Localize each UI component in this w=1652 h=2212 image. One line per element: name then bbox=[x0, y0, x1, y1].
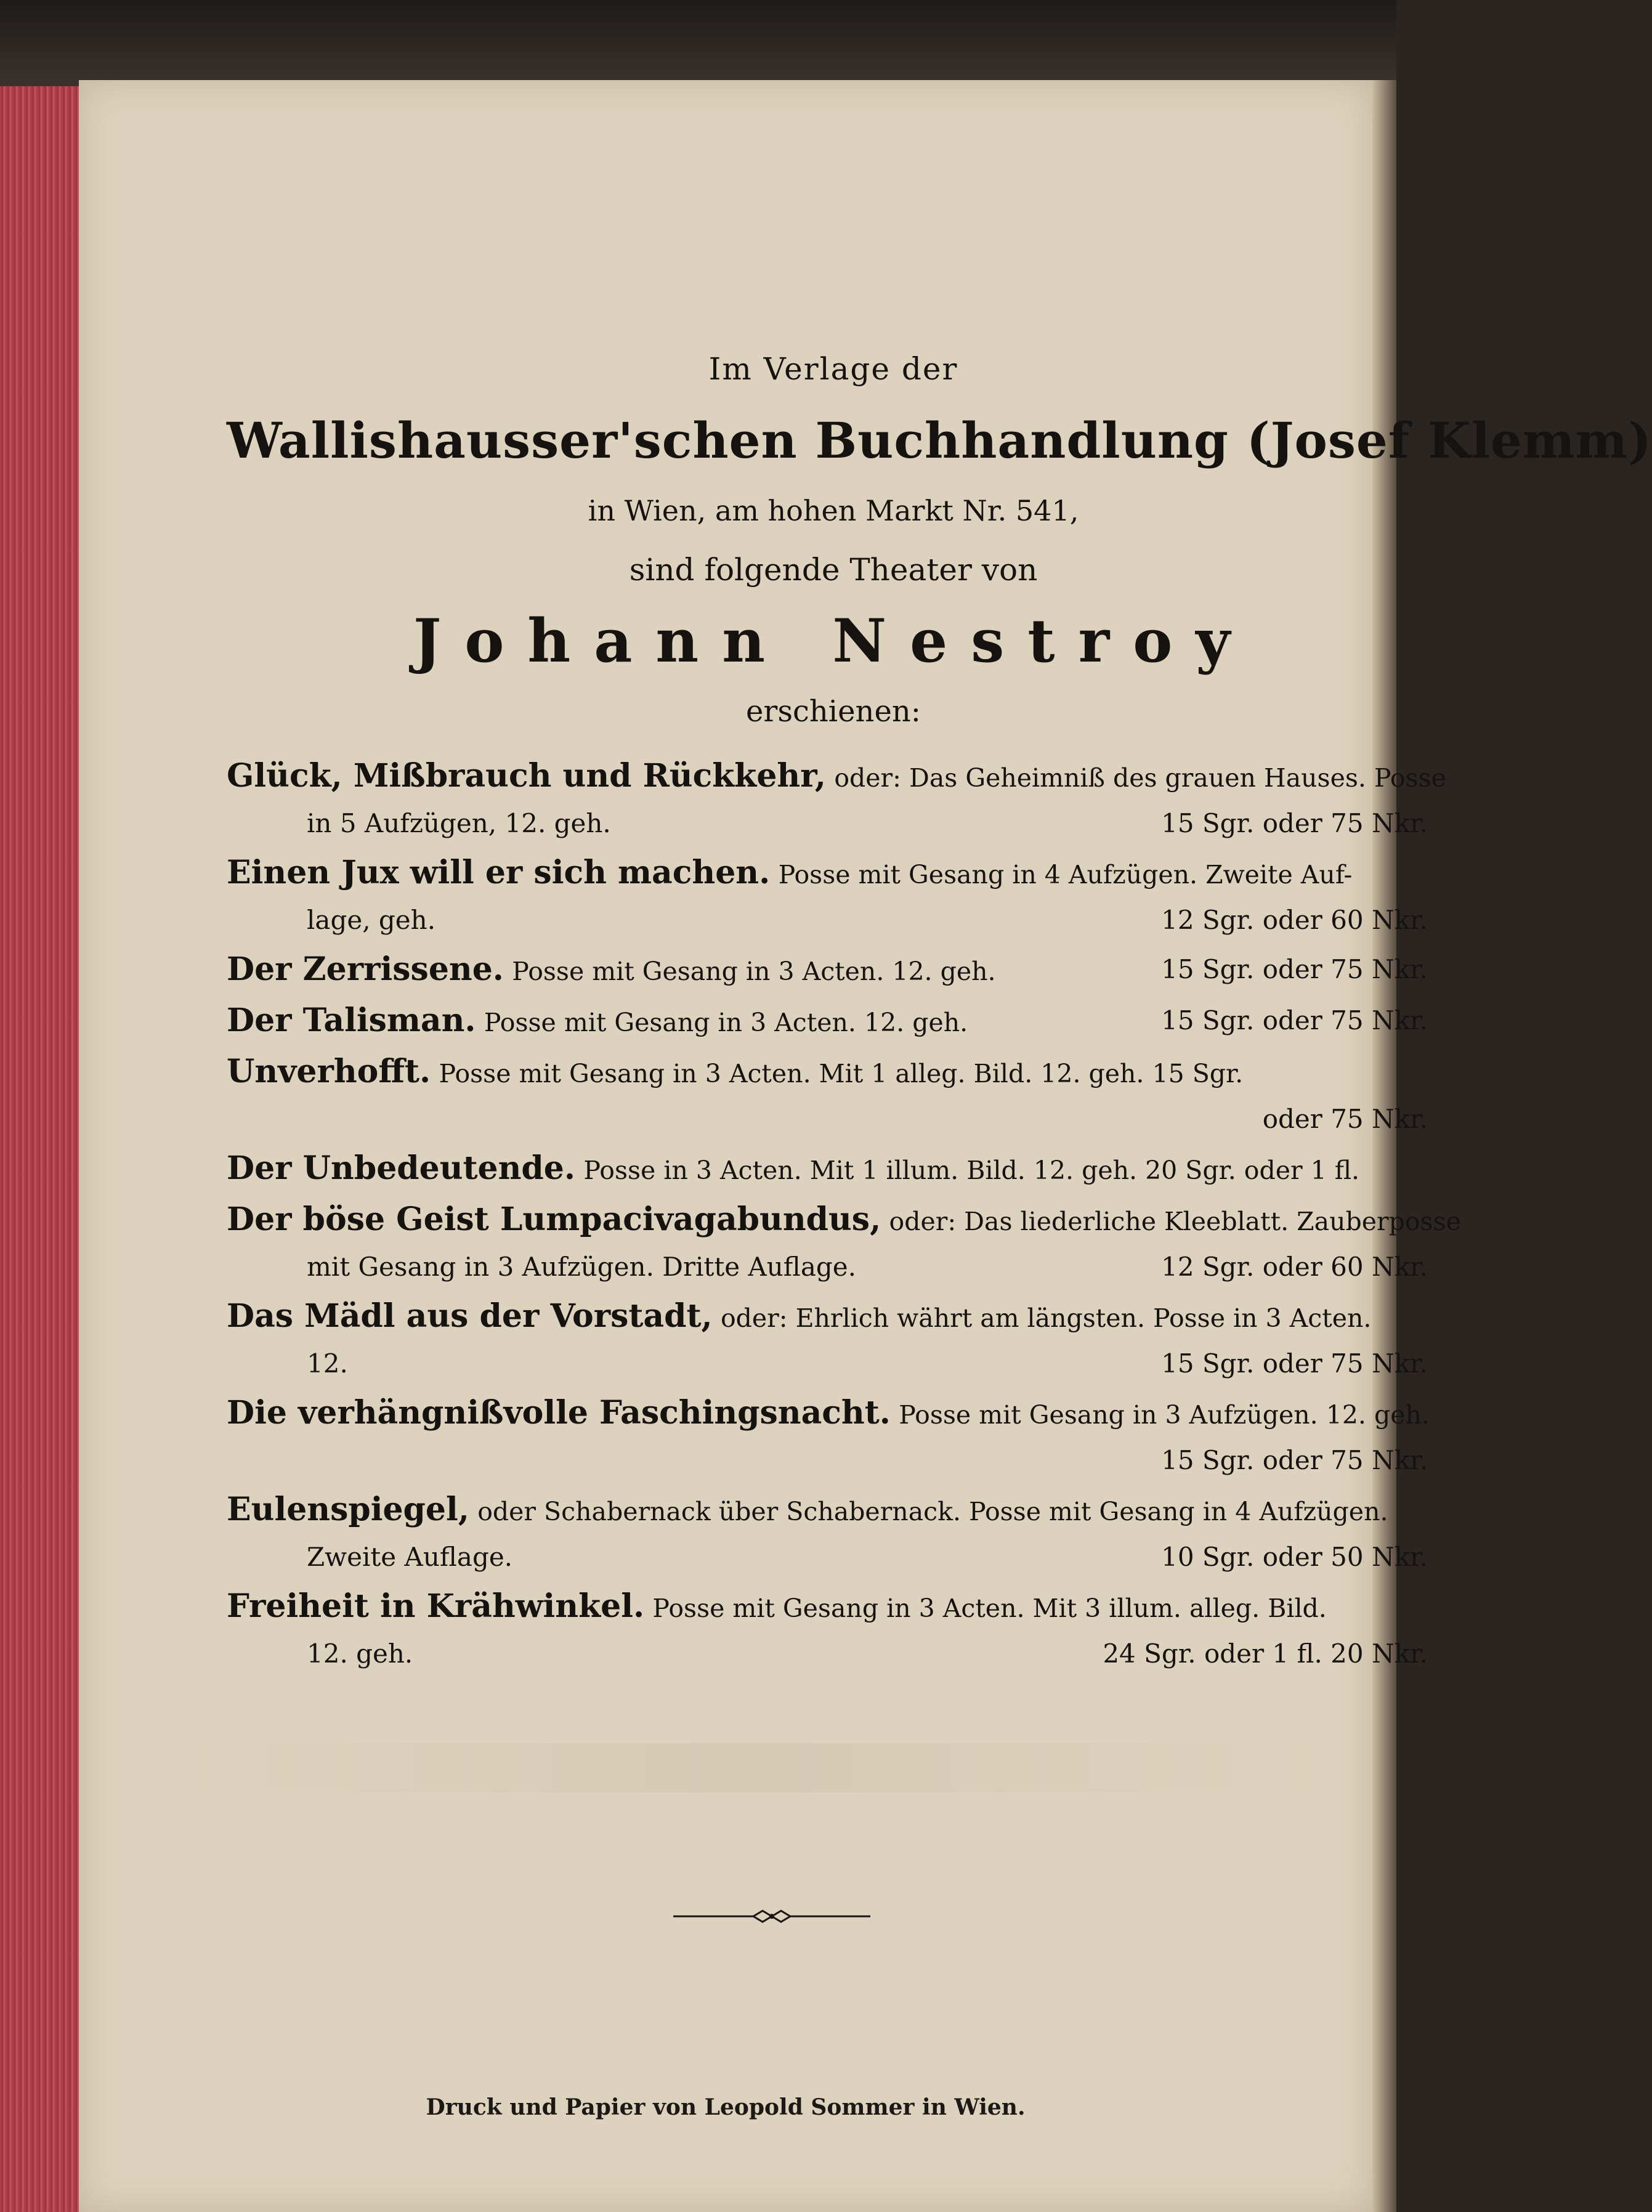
book-continuation: mit Gesang in 3 Aufzügen. Dritte Auflage. bbox=[307, 1252, 856, 1282]
book-detail: Posse in 3 Acten. Mit 1 illum. Bild. 12. geh. 20 Sgr. oder 1 fl. bbox=[583, 1156, 1360, 1185]
theater-line: sind folgende Theater von bbox=[629, 552, 1038, 588]
ornament-divider bbox=[673, 1907, 870, 1926]
book-detail: Posse mit Gesang in 3 Acten. 12. geh. bbox=[512, 957, 996, 986]
book-entry bbox=[227, 850, 1428, 943]
book-continuation: 12. geh. bbox=[307, 1639, 413, 1669]
publisher-intro: Im Verlage der bbox=[708, 351, 958, 387]
book-entry bbox=[227, 998, 1428, 1045]
book-title: Der Talisman. bbox=[227, 1002, 476, 1039]
book-continuation: 12. bbox=[307, 1348, 348, 1379]
book-title: Glück, Mißbrauch und Rückkehr, bbox=[227, 757, 826, 795]
book-entry bbox=[227, 1197, 1461, 1290]
book-detail: Posse mit Gesang in 3 Acten. 12. geh. bbox=[484, 1008, 968, 1037]
book-price: 15 Sgr. oder 75 Nkr. bbox=[1161, 1348, 1428, 1379]
book-price: 24 Sgr. oder 1 fl. 20 Nkr. bbox=[1103, 1639, 1428, 1669]
book-entry bbox=[227, 753, 1446, 846]
book-detail: oder: Das liederliche Kleeblatt. Zauberposse bbox=[889, 1207, 1461, 1236]
book-list bbox=[227, 753, 1461, 1677]
book-continuation: in 5 Aufzügen, 12. geh. bbox=[307, 808, 611, 838]
book-detail: Posse mit Gesang in 3 Acten. Mit 1 alleg. Bild. 12. geh. 15 Sgr. bbox=[439, 1059, 1244, 1088]
book-price: 12 Sgr. oder 60 Nkr. bbox=[1161, 1252, 1428, 1282]
book-detail: Posse mit Gesang in 4 Aufzügen. Zweite Auf- bbox=[778, 860, 1353, 889]
book-detail: Posse mit Gesang in 3 Aufzügen. 12. geh. bbox=[899, 1400, 1430, 1430]
book-detail: oder: Ehrlich währt am längsten. Posse in 3 Acten. bbox=[720, 1303, 1372, 1333]
book-page bbox=[79, 80, 1652, 2212]
book-price: 15 Sgr. oder 75 Nkr. bbox=[1161, 808, 1428, 838]
book-title: Der Zerrissene. bbox=[227, 950, 504, 988]
book-price: 15 Sgr. oder 75 Nkr. bbox=[1161, 954, 1428, 984]
book-entry bbox=[227, 1146, 1428, 1193]
published-word: erschienen: bbox=[746, 694, 921, 729]
book-title: Eulenspiegel, bbox=[227, 1491, 469, 1528]
book-entry bbox=[227, 947, 1428, 994]
red-page-edges bbox=[0, 86, 79, 2212]
book-entry bbox=[227, 1390, 1428, 1483]
book-title: Freiheit in Krähwinkel. bbox=[227, 1587, 645, 1625]
book-title: Der böse Geist Lumpacivagabundus, bbox=[227, 1201, 881, 1238]
book-cover-top bbox=[0, 0, 1396, 86]
book-title: Der Unbedeutende. bbox=[227, 1149, 575, 1187]
page-content bbox=[227, 351, 1652, 1680]
bleed-through-2 bbox=[165, 1743, 1335, 1793]
book-title: Das Mädl aus der Vorstadt, bbox=[227, 1297, 713, 1335]
book-entry bbox=[227, 1294, 1428, 1387]
publisher-name: Wallishausser'schen Buchhandlung (Josef Klemm) bbox=[227, 411, 1652, 469]
book-price: 12 Sgr. oder 60 Nkr. bbox=[1161, 905, 1428, 935]
book-price: 15 Sgr. oder 75 Nkr. bbox=[1161, 1005, 1428, 1035]
book-price: 15 Sgr. oder 75 Nkr. bbox=[1161, 1445, 1428, 1475]
book-entry bbox=[227, 1584, 1428, 1677]
book-continuation: lage, geh. bbox=[307, 905, 436, 935]
book-detail: oder: Das Geheimniß des grauen Hauses. Posse bbox=[834, 763, 1446, 793]
book-detail: Posse mit Gesang in 3 Acten. Mit 3 illum. alleg. Bild. bbox=[652, 1594, 1327, 1623]
book-price: oder 75 Nkr. bbox=[1262, 1104, 1428, 1134]
book-detail: oder Schabernack über Schabernack. Posse mit Gesang in 4 Aufzügen. bbox=[477, 1497, 1388, 1526]
printer-imprint: Druck und Papier von Leopold Sommer in Wien. bbox=[426, 2094, 1026, 2120]
book-title: Einen Jux will er sich machen. bbox=[227, 854, 771, 891]
author-name: Johann Nestroy bbox=[413, 606, 1254, 676]
book-title: Unverhofft. bbox=[227, 1053, 431, 1090]
book-entry bbox=[227, 1049, 1428, 1142]
book-entry bbox=[227, 1487, 1428, 1580]
publisher-address: in Wien, am hohen Markt Nr. 541, bbox=[588, 494, 1079, 527]
book-continuation: Zweite Auflage. bbox=[307, 1542, 513, 1572]
book-title: Die verhängnißvolle Faschingsnacht. bbox=[227, 1394, 891, 1432]
book-price: 10 Sgr. oder 50 Nkr. bbox=[1161, 1542, 1428, 1572]
